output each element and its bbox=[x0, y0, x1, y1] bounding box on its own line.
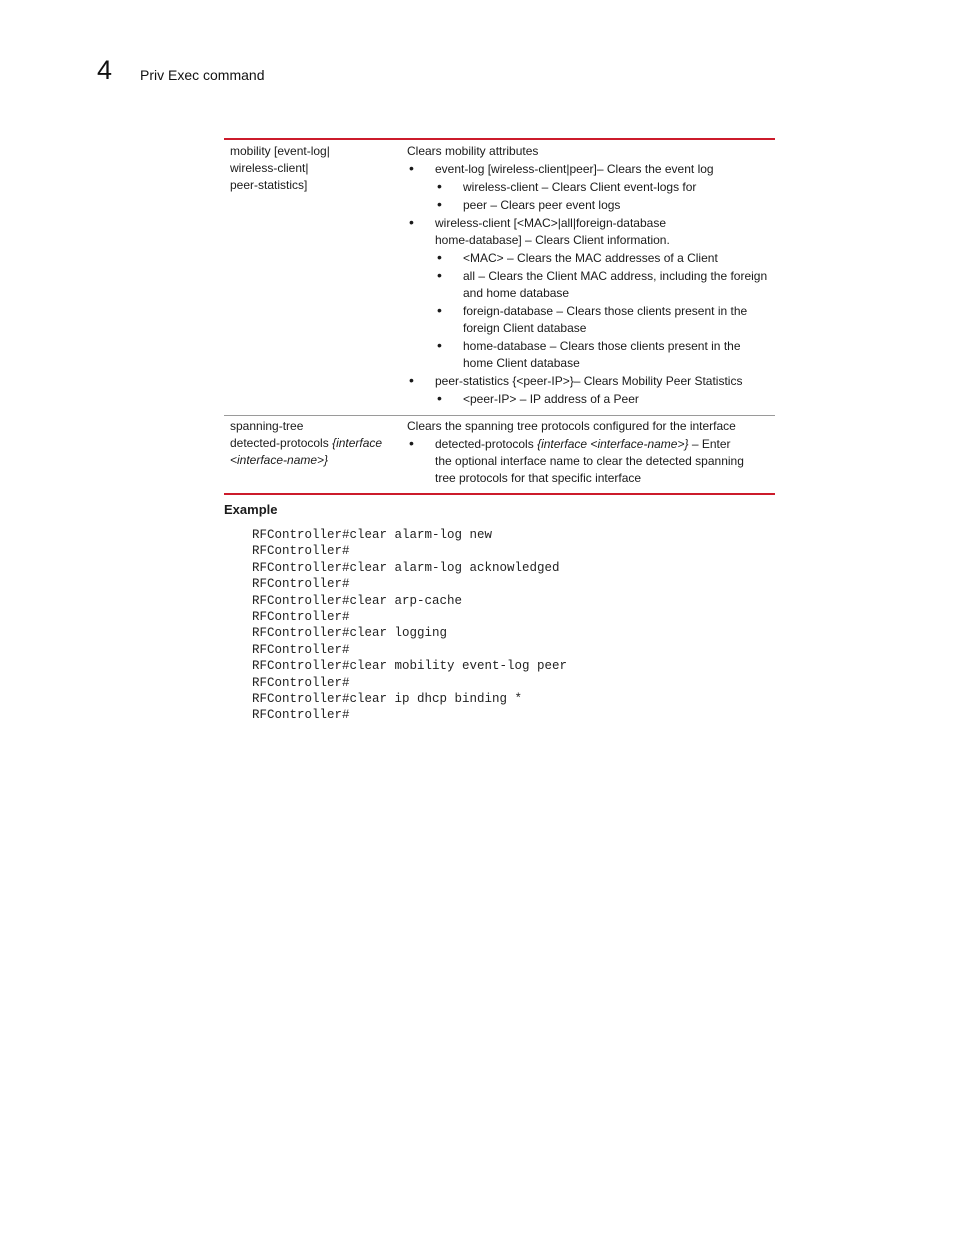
code-line: RFController#clear alarm-log new bbox=[252, 528, 493, 542]
sub-list-item bbox=[435, 250, 769, 267]
code-line: RFController#clear alarm-log acknowledged bbox=[252, 560, 560, 575]
command-text bbox=[230, 435, 407, 452]
list-item-text: peer-statistics {<peer-IP>}– Clears Mobility Peer Statistics bbox=[435, 374, 743, 388]
sub-list-item-text: <MAC> – Clears the MAC addresses of a Client bbox=[463, 251, 718, 265]
command-text bbox=[230, 452, 407, 469]
code-line: RFController#clear arp-cache bbox=[252, 593, 463, 608]
bullet-icon: • bbox=[409, 372, 414, 388]
code-line: RFController# bbox=[252, 610, 350, 625]
list-item-italic: {interface <interface-name>} bbox=[537, 437, 689, 451]
list-item bbox=[407, 161, 769, 214]
description-text: Clears mobility attributes bbox=[407, 144, 539, 158]
table-row bbox=[224, 415, 775, 493]
table-row bbox=[224, 140, 775, 415]
command-text: mobility [event-log| bbox=[230, 144, 330, 158]
code-block bbox=[252, 527, 567, 724]
sub-list-item bbox=[435, 197, 769, 214]
code-line: RFController# bbox=[252, 675, 350, 690]
chapter-title: Priv Exec command bbox=[140, 67, 265, 83]
sub-list-item-text: foreign-database – Clears those clients present in the foreign Client database bbox=[463, 304, 748, 335]
code-line: RFController# bbox=[252, 642, 350, 657]
bullet-icon: • bbox=[437, 337, 442, 353]
code-line: RFController# bbox=[252, 577, 350, 592]
code-line: RFController#clear logging bbox=[252, 626, 448, 641]
sub-list-item bbox=[435, 391, 769, 408]
bullet-icon: • bbox=[437, 302, 442, 318]
sub-list-item bbox=[435, 303, 769, 337]
sub-list-item-text: all – Clears the Client MAC address, including the foreign and home database bbox=[463, 269, 768, 300]
bullet-icon: • bbox=[409, 435, 414, 451]
bullet-list bbox=[407, 161, 769, 408]
code-line: RFController# bbox=[252, 708, 350, 723]
list-item-text: the optional interface name to clear the detected spanning bbox=[435, 454, 744, 468]
list-item bbox=[407, 215, 769, 372]
command-text-plain: detected-protocols bbox=[230, 436, 333, 450]
bullet-icon: • bbox=[437, 249, 442, 265]
chapter-number: 4 bbox=[97, 55, 113, 85]
command-table bbox=[224, 138, 775, 495]
list-item bbox=[407, 373, 769, 408]
list-item-plain: detected-protocols bbox=[435, 437, 538, 451]
bullet-icon: • bbox=[409, 160, 414, 176]
sub-bullet-list bbox=[435, 179, 769, 214]
code-line: RFController#clear mobility event-log peer bbox=[252, 659, 568, 674]
bullet-icon: • bbox=[437, 390, 442, 406]
command-text-italic: <interface-name>} bbox=[230, 453, 329, 467]
command-cell bbox=[224, 416, 407, 493]
code-line: RFController# bbox=[252, 544, 350, 559]
list-item-text: event-log [wireless-client|peer]– Clears the event log bbox=[435, 162, 714, 176]
bullet-icon: • bbox=[437, 196, 442, 212]
sub-list-item bbox=[435, 338, 769, 372]
bullet-icon: • bbox=[437, 267, 442, 283]
list-item-text: tree protocols for that specific interface bbox=[435, 471, 642, 485]
bullet-icon: • bbox=[409, 214, 414, 230]
sub-list-item-text: <peer-IP> – IP address of a Peer bbox=[463, 392, 639, 406]
command-text: spanning-tree bbox=[230, 419, 304, 433]
sub-list-item bbox=[435, 179, 769, 196]
command-text: peer-statistics] bbox=[230, 178, 308, 192]
sub-list-item-text: peer – Clears peer event logs bbox=[463, 198, 621, 212]
description-cell bbox=[407, 416, 775, 493]
list-item-rest: – Enter bbox=[688, 437, 731, 451]
list-item-text: wireless-client [<MAC>|all|foreign-database bbox=[435, 216, 667, 230]
sub-list-item bbox=[435, 268, 769, 302]
command-cell bbox=[224, 140, 407, 415]
description-cell bbox=[407, 140, 775, 415]
sub-list-item-text: wireless-client – Clears Client event-logs for bbox=[463, 180, 697, 194]
command-text-italic: {interface bbox=[332, 436, 383, 450]
description-text: Clears the spanning tree protocols configured for the interface bbox=[407, 419, 736, 433]
list-item-text bbox=[435, 436, 769, 453]
code-line: RFController#clear ip dhcp binding * bbox=[252, 692, 523, 707]
sub-bullet-list bbox=[435, 391, 769, 408]
list-item-text: home-database] – Clears Client information. bbox=[435, 233, 670, 247]
bullet-icon: • bbox=[437, 178, 442, 194]
list-item bbox=[407, 436, 769, 487]
sub-list-item-text: home-database – Clears those clients present in the home Client database bbox=[463, 339, 741, 370]
bullet-list bbox=[407, 436, 769, 487]
command-text: wireless-client| bbox=[230, 161, 309, 175]
sub-bullet-list bbox=[435, 250, 769, 372]
example-heading: Example bbox=[224, 502, 278, 517]
